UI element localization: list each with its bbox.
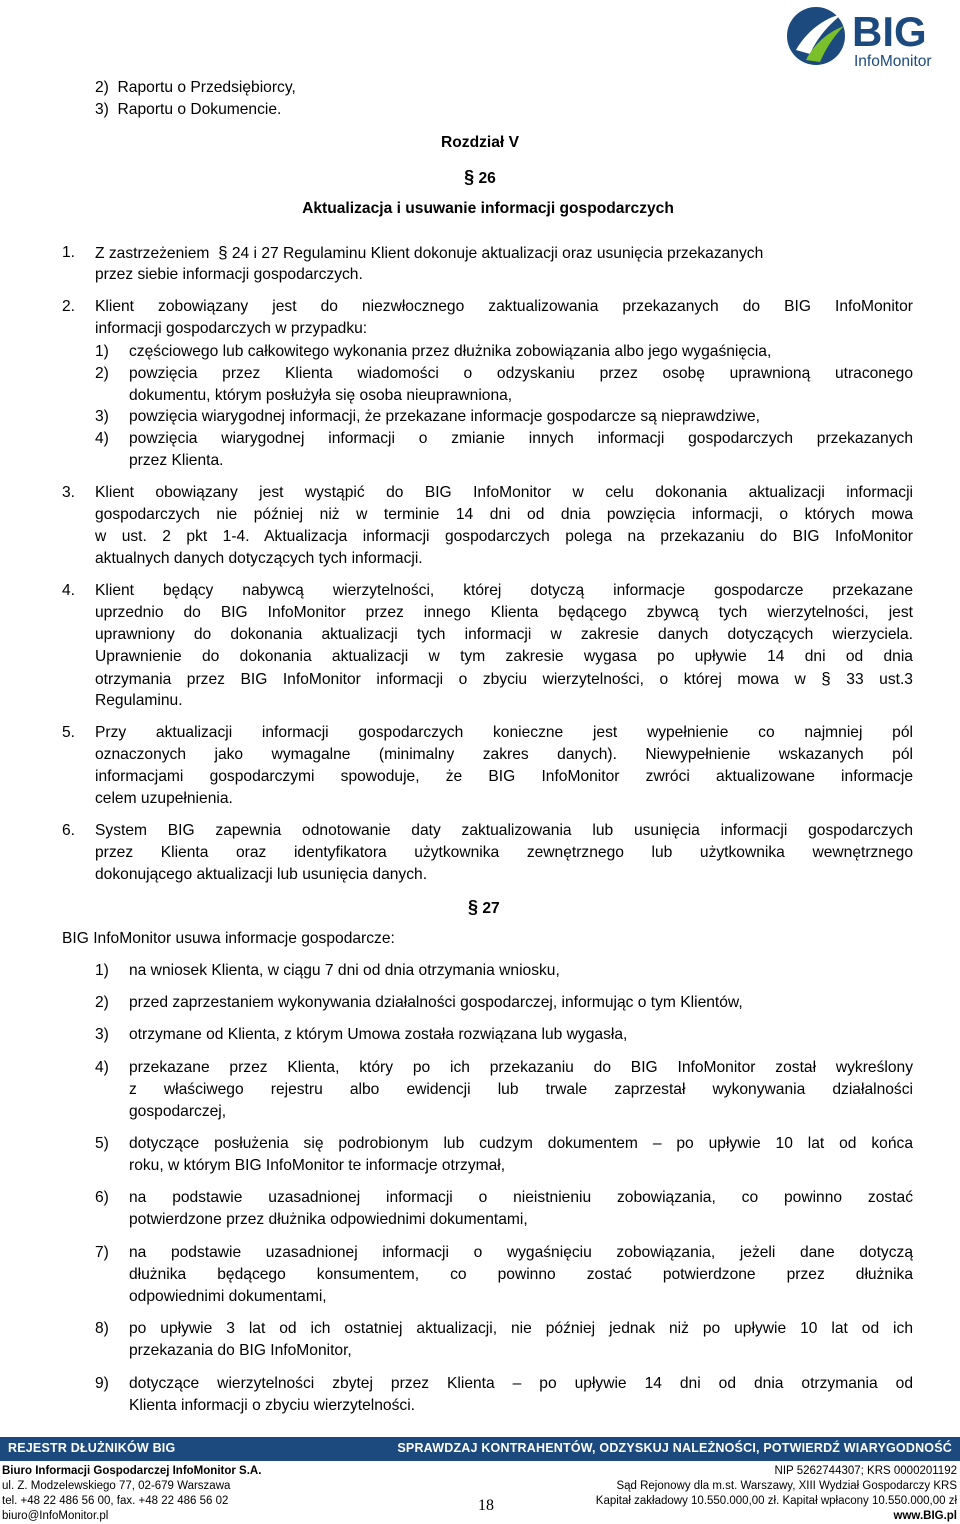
list-number: 4) — [95, 1059, 109, 1076]
paragraph-6-line: System BIG zapewnia odnotowanie daty zaktualizowania lub usunięcia informacji gospodarczych — [95, 822, 913, 839]
list-text: z właściwego rejestru albo ewidencji lub trwale zaprzestał wykonywania działalności — [129, 1081, 913, 1098]
sublist-text: powzięcia wiarygodnej informacji, że przekazane informacje gospodarcze są nieprawdziwe, — [129, 408, 760, 425]
footer-capital: Kapitał zakładowy 10.550.000,00 zł. Kapitał wpłacony 10.550.000,00 zł — [595, 1495, 957, 1507]
sublist-text: częściowego lub całkowitego wykonania przez dłużnika zobowiązania albo jego wygaśnięcia, — [129, 343, 772, 360]
paragraph-2-line: Klient zobowiązany jest do niezwłocznego zaktualizowania przekazanych do BIG InfoMonitor — [95, 298, 913, 315]
paragraph-3-line: w ust. 2 pkt 1-4. Aktualizacja informacji gospodarczych polega na przekazaniu do BIG InfoMonitor — [95, 528, 913, 545]
paragraph-4-line: uprzednio do BIG InfoMonitor przez innego Klienta będącego zbywcą tych wierzytelności, jest — [95, 604, 913, 621]
paragraph-5-line: oznaczonych jako wymagalne (minimalny zakres danych). Niewypełnienie wskazanych pól — [95, 746, 913, 763]
paragraph-3-line: Klient obowiązany jest wystąpić do BIG InfoMonitor w celu dokonania aktualizacji informacji — [95, 484, 913, 501]
list-text: potwierdzone przez dłużnika odpowiednimi dokumentami, — [129, 1211, 528, 1228]
big-infomonitor-logo — [784, 4, 952, 72]
list-text: Klienta informacji o zbyciu wierzytelności. — [129, 1397, 415, 1414]
footer-website-link[interactable]: www.BIG.pl — [893, 1510, 957, 1522]
paragraph-number: 5. — [62, 724, 76, 741]
list-text: dotyczące posłużenia się podrobionym lub cudzym dokumentem – po upływie 10 lat od końca — [129, 1135, 913, 1152]
top-list-item — [95, 77, 296, 99]
sublist-number: 4) — [95, 430, 109, 447]
footer-court: Sąd Rejonowy dla m.st. Warszawy, XIII Wydział Gospodarczy KRS — [616, 1480, 957, 1492]
logo-sub-text: InfoMonitor — [854, 53, 932, 70]
footer-nip: NIP 5262744307; KRS 0000201192 — [774, 1465, 957, 1477]
footer-email-link[interactable]: biuro@InfoMonitor.pl — [2, 1510, 109, 1522]
paragraph-6-line: dokonującego aktualizacji lub usunięcia danych. — [95, 866, 428, 883]
chapter-title: Rozdział V — [441, 134, 519, 151]
sublist-number: 2) — [95, 365, 109, 382]
list-text: przed zaprzestaniem wykonywania działalności gospodarczej, informując o tym Klientów, — [129, 994, 743, 1011]
paragraph-number: 3. — [62, 484, 76, 501]
paragraph-number: 1. — [62, 244, 76, 261]
paragraph-5-line: Przy aktualizacji informacji gospodarczych konieczne jest wypełnienie co najmniej pól — [95, 724, 913, 741]
footer-address: ul. Z. Modzelewskiego 77, 02-679 Warszawa — [2, 1480, 231, 1492]
section-27-heading — [468, 896, 500, 920]
list-number: 2) — [95, 994, 109, 1011]
paragraph-4-line: Regulaminu. — [95, 692, 183, 709]
sublist-number: 1) — [95, 343, 109, 360]
footer-registry-info — [596, 1464, 957, 1524]
list-number: 2) — [95, 79, 109, 96]
list-number: 3) — [95, 1026, 109, 1043]
footer-company-info — [2, 1464, 261, 1524]
logo-big-text: BIG — [852, 8, 927, 55]
list-text: odpowiednimi dokumentami, — [129, 1288, 327, 1305]
list-text: na podstawie uzasadnionej informacji o nieistnieniu zobowiązania, co powinno zostać — [129, 1189, 913, 1206]
paragraph-1-line: Z zastrzeżeniem § 24 i 27 Regulaminu Klient dokonuje aktualizacji oraz usunięcia przekazanych — [95, 243, 764, 262]
list-text: roku, w którym BIG InfoMonitor te informacje otrzymał, — [129, 1157, 506, 1174]
section-sign: § — [218, 243, 228, 262]
list-number: 7) — [95, 1244, 109, 1261]
list-number: 8) — [95, 1320, 109, 1337]
list-number: 3) — [95, 101, 109, 118]
paragraph-6-line: przez Klienta oraz identyfikatora użytkownika zewnętrznego lub użytkownika wewnętrznego — [95, 844, 913, 861]
page-number: 18 — [478, 1497, 494, 1514]
list-text: przekazane przez Klienta, który po ich przekazaniu do BIG InfoMonitor został wykreślony — [129, 1059, 913, 1076]
section-number: 27 — [482, 900, 500, 917]
logo-swoosh-icon — [787, 7, 845, 65]
section-sign: § — [468, 897, 479, 917]
section-26-heading — [0, 166, 960, 190]
list-text: na podstawie uzasadnionej informacji o wygaśnięciu zobowiązania, jeżeli dane dotyczą — [129, 1244, 913, 1261]
list-text: Raportu o Dokumencie. — [117, 101, 282, 118]
sublist-text: przez Klienta. — [129, 452, 224, 469]
list-text: otrzymane od Klienta, z którym Umowa została rozwiązana lub wygasła, — [129, 1026, 628, 1043]
list-text: przekazania do BIG InfoMonitor, — [129, 1342, 352, 1359]
paragraph-2-line: informacji gospodarczych w przypadku: — [95, 320, 368, 337]
section-26-title: Aktualizacja i usuwanie informacji gospodarczych — [302, 200, 674, 217]
footer-bar — [0, 1437, 960, 1461]
footer-company: Biuro Informacji Gospodarczej InfoMonitor S.A. — [2, 1465, 262, 1477]
footer-bar-right: SPRAWDZAJ KONTRAHENTÓW, ODZYSKUJ NALEŻNOŚCI, POTWIERDŹ WIARYGODNOŚĆ — [397, 1441, 952, 1455]
footer-phone: tel. +48 22 486 56 00, fax. +48 22 486 56 02 — [2, 1495, 229, 1507]
footer-bar-left: REJESTR DŁUŻNIKÓW BIG — [8, 1441, 176, 1455]
paragraph-4-line: Uprawnienie do dokonania aktualizacji w tym zakresie wygasa po upływie 14 dni od dnia — [95, 648, 913, 665]
sublist-number: 3) — [95, 408, 109, 425]
list-number: 5) — [95, 1135, 109, 1152]
top-list-item — [95, 99, 281, 121]
paragraph-number: 6. — [62, 822, 76, 839]
paragraph-5-line: celem uzupełnienia. — [95, 790, 233, 807]
list-number: 1) — [95, 962, 109, 979]
paragraph-number: 4. — [62, 582, 76, 599]
paragraph-3-line: aktualnych danych dotyczących tych informacji. — [95, 550, 423, 567]
list-number: 9) — [95, 1375, 109, 1392]
paragraph-4-line: Klient będący nabywcą wierzytelności, której dotyczą informacje gospodarcze przekazane — [95, 582, 913, 599]
paragraph-3-line: gospodarczych nie później niż w terminie 14 dni od dnia powzięcia informacji, o których mowa — [95, 506, 913, 523]
sublist-text: dokumentu, którym posłużyła się osoba nieuprawniona, — [129, 387, 513, 404]
list-number: 6) — [95, 1189, 109, 1206]
list-text: gospodarczej, — [129, 1103, 227, 1120]
section-sign: § — [821, 669, 831, 688]
paragraph-4-line: otrzymania przez BIG InfoMonitor informacji o zbyciu wierzytelności, o której mowa w § 33 ust.3 — [95, 669, 913, 688]
section-sign: § — [464, 167, 475, 187]
paragraph-1-line: przez siebie informacji gospodarczych. — [95, 266, 363, 283]
sublist-text: powzięcia wiarygodnej informacji o zmianie innych informacji gospodarczych przekazanych — [129, 430, 913, 447]
list-text: na wniosek Klienta, w ciągu 7 dni od dnia otrzymania wniosku, — [129, 962, 560, 979]
paragraph-4-line: uprawniony do dokonania aktualizacji tych informacji w zakresie danych dotyczących wierzyciela. — [95, 626, 913, 643]
paragraph-5-line: informacjami gospodarczymi spowoduje, że BIG InfoMonitor zwróci aktualizowane informacje — [95, 768, 913, 785]
section-number: 26 — [478, 170, 496, 187]
list-text: dotyczące wierzytelności zbytej przez Klienta – po upływie 14 dni od dnia otrzymania od — [129, 1375, 913, 1392]
list-text: dłużnika będącego konsumentem, co powinno zostać potwierdzone przez dłużnika — [129, 1266, 913, 1283]
list-text: po upływie 3 lat od ich ostatniej aktualizacji, nie później jednak niż po upływie 10 lat od ich — [129, 1320, 913, 1337]
list-text: Raportu o Przedsiębiorcy, — [117, 79, 296, 96]
paragraph-number: 2. — [62, 298, 76, 315]
sublist-text: powzięcia przez Klienta wiadomości o odzyskaniu przez osobę uprawnioną utraconego — [129, 365, 913, 382]
section-27-intro: BIG InfoMonitor usuwa informacje gospodarcze: — [62, 930, 395, 947]
